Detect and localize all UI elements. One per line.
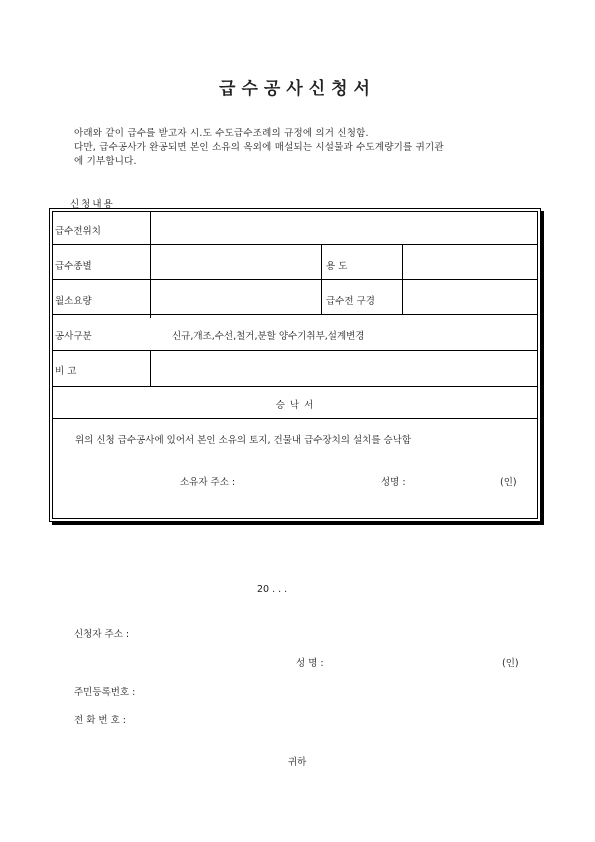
intro-line-2: 다만, 급수공사가 완공되면 본인 소유의 옥외에 매설되는 시설물과 수도계량기를 귀기관 — [74, 142, 444, 153]
phone-number-label: 전 화 번 호 : — [74, 715, 126, 726]
pipe-diameter-label: 급수전 구경 — [326, 296, 375, 307]
use-label: 용 도 — [326, 261, 348, 272]
row-divider — [52, 350, 538, 351]
column-divider — [150, 212, 151, 318]
date-line[interactable]: 20 . . . — [257, 584, 288, 595]
row-divider — [52, 279, 538, 280]
owner-seal: (인) — [500, 477, 517, 488]
monthly-usage-label: 월소요량 — [55, 296, 92, 307]
applicant-seal: (인) — [502, 658, 519, 669]
column-divider — [321, 244, 322, 314]
row-divider — [52, 314, 538, 315]
column-divider — [402, 244, 403, 314]
column-divider — [150, 350, 151, 386]
resident-number-label: 주민등록번호 : — [74, 687, 136, 698]
intro-line-3: 에 기부합니다. — [74, 156, 137, 167]
remarks-label: 비 고 — [55, 366, 77, 377]
application-form — [49, 208, 541, 522]
addressee: 귀하 — [288, 757, 307, 768]
applicant-address-label: 신청자 주소 : — [74, 629, 130, 640]
inner-border — [52, 211, 538, 519]
row-divider — [52, 418, 538, 419]
location-label: 급수전위치 — [55, 226, 101, 237]
consent-text: 위의 신청 급수공사에 있어서 본인 소유의 토지, 건물내 급수장치의 설치를 승낙함 — [75, 435, 412, 446]
row-divider — [52, 386, 538, 387]
owner-address-label: 소유자 주소 : — [180, 477, 236, 488]
owner-name-label: 성명 : — [381, 477, 406, 488]
consent-title: 승 낙 서 — [275, 400, 315, 411]
supply-type-label: 급수종별 — [55, 261, 92, 272]
applicant-name-label: 성 명 : — [296, 658, 324, 669]
work-type-options[interactable]: 신규,개조,수선,철거,분할 양수기취부,설계변경 — [172, 331, 365, 342]
section-label: 신청내용 — [70, 199, 115, 210]
work-type-label: 공사구분 — [55, 331, 92, 342]
document-title: 급수공사신청서 — [219, 79, 376, 99]
intro-line-1: 아래와 같이 급수를 받고자 시.도 수도급수조례의 규정에 의거 신청함. — [74, 128, 369, 139]
row-divider — [52, 244, 538, 245]
